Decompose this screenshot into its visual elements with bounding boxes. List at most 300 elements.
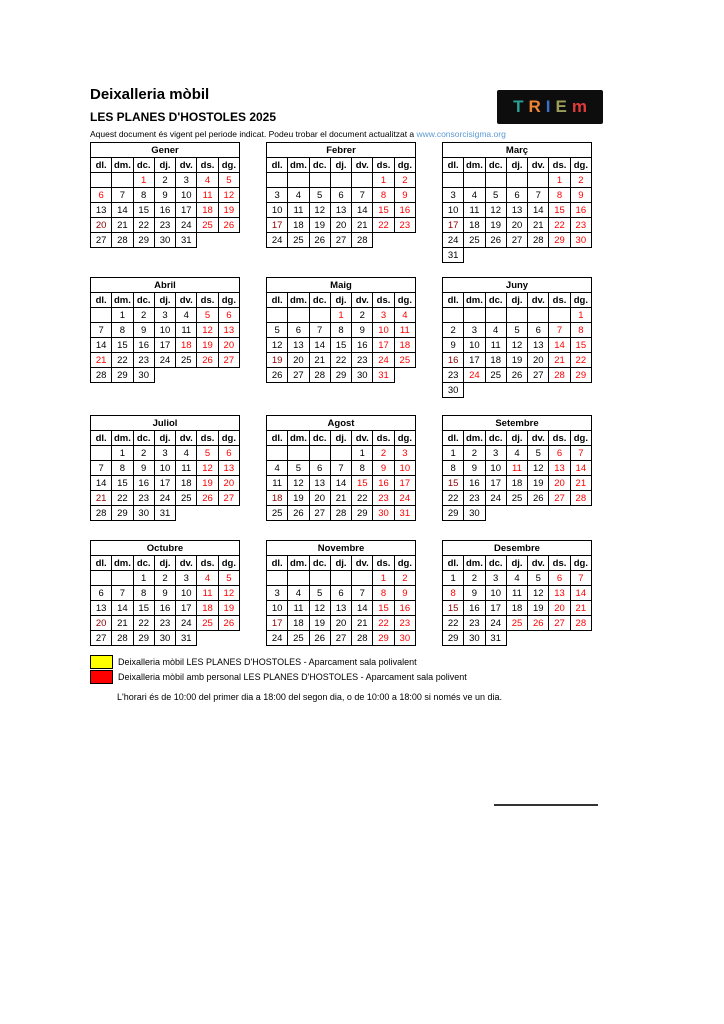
weekday-header: dl. — [267, 158, 288, 173]
day-cell: 27 — [330, 233, 351, 248]
day-cell: 1 — [133, 571, 154, 586]
month-desembre — [442, 540, 592, 646]
day-cell: 20 — [549, 601, 570, 616]
day-cell: 14 — [330, 476, 351, 491]
day-cell — [330, 571, 351, 586]
day-cell — [506, 308, 527, 323]
day-cell: 20 — [549, 476, 570, 491]
month-title: Agost — [267, 416, 416, 431]
day-cell: 16 — [133, 338, 154, 353]
day-cell: 8 — [443, 586, 464, 601]
day-cell: 15 — [352, 476, 373, 491]
weekday-header: dc. — [485, 158, 506, 173]
month-agost — [266, 415, 416, 521]
day-cell: 15 — [443, 601, 464, 616]
day-cell: 13 — [91, 601, 112, 616]
day-cell: 17 — [394, 476, 415, 491]
weekday-header: dl. — [443, 158, 464, 173]
day-cell: 10 — [267, 601, 288, 616]
weekday-header: dj. — [154, 293, 175, 308]
day-cell: 22 — [570, 353, 591, 368]
day-cell: 17 — [373, 338, 394, 353]
day-cell: 31 — [485, 631, 506, 646]
day-cell: 23 — [570, 218, 591, 233]
legend-item-red — [90, 669, 502, 684]
day-cell: 28 — [570, 616, 591, 631]
month-setembre — [442, 415, 592, 521]
day-cell: 21 — [570, 601, 591, 616]
day-cell: 8 — [352, 461, 373, 476]
day-cell: 4 — [464, 188, 485, 203]
day-cell: 19 — [309, 616, 330, 631]
day-cell: 16 — [394, 601, 415, 616]
month-title: Abril — [91, 278, 240, 293]
day-cell: 30 — [154, 631, 175, 646]
day-cell: 8 — [443, 461, 464, 476]
weekday-header: dj. — [154, 556, 175, 571]
day-cell: 28 — [330, 506, 351, 521]
day-cell: 15 — [443, 476, 464, 491]
day-cell: 13 — [218, 323, 239, 338]
day-cell: 5 — [197, 308, 218, 323]
day-cell: 9 — [464, 586, 485, 601]
day-cell: 6 — [549, 446, 570, 461]
day-cell: 24 — [464, 368, 485, 383]
day-cell: 8 — [549, 188, 570, 203]
day-cell: 10 — [373, 323, 394, 338]
day-cell: 22 — [373, 616, 394, 631]
day-cell: 20 — [330, 218, 351, 233]
day-cell: 3 — [443, 188, 464, 203]
day-cell: 14 — [91, 476, 112, 491]
weekday-header: dv. — [352, 556, 373, 571]
weekday-header: dj. — [154, 158, 175, 173]
day-cell: 8 — [112, 461, 133, 476]
legend-label: Deixalleria mòbil LES PLANES D'HOSTOLES - Aparcament sala polivalent — [118, 656, 417, 667]
day-cell: 1 — [112, 308, 133, 323]
day-cell: 9 — [154, 586, 175, 601]
day-cell: 19 — [197, 476, 218, 491]
day-cell: 13 — [309, 476, 330, 491]
month-title: Febrer — [267, 143, 416, 158]
day-cell: 5 — [528, 571, 549, 586]
day-cell: 3 — [373, 308, 394, 323]
weekday-header: dc. — [309, 293, 330, 308]
logo-letter-i: I — [545, 97, 556, 116]
day-cell: 23 — [154, 616, 175, 631]
day-cell: 25 — [197, 218, 218, 233]
day-cell: 8 — [330, 323, 351, 338]
day-cell: 31 — [176, 233, 197, 248]
weekday-header: dc. — [309, 556, 330, 571]
day-cell: 29 — [112, 368, 133, 383]
weekday-header: dl. — [443, 431, 464, 446]
day-cell: 19 — [218, 203, 239, 218]
day-cell: 31 — [154, 506, 175, 521]
day-cell: 14 — [570, 586, 591, 601]
day-cell: 12 — [197, 461, 218, 476]
day-cell — [267, 571, 288, 586]
month-title: Juliol — [91, 416, 240, 431]
weekday-header: dj. — [330, 556, 351, 571]
weekday-header: dv. — [176, 556, 197, 571]
weekday-header: ds. — [197, 293, 218, 308]
weekday-header: dl. — [91, 293, 112, 308]
legend-swatch — [90, 655, 113, 669]
day-cell: 26 — [218, 218, 239, 233]
day-cell: 23 — [373, 491, 394, 506]
day-cell: 28 — [309, 368, 330, 383]
day-cell: 27 — [218, 353, 239, 368]
day-cell: 25 — [197, 616, 218, 631]
weekday-header: dj. — [506, 431, 527, 446]
day-cell: 30 — [570, 233, 591, 248]
day-cell: 20 — [506, 218, 527, 233]
day-cell: 13 — [330, 601, 351, 616]
day-cell: 7 — [112, 188, 133, 203]
weekday-header: ds. — [373, 556, 394, 571]
day-cell: 2 — [394, 571, 415, 586]
weekday-header: dg. — [218, 431, 239, 446]
weekday-header: dc. — [133, 293, 154, 308]
weekday-header: dv. — [528, 158, 549, 173]
day-cell — [464, 308, 485, 323]
month-title: Setembre — [443, 416, 592, 431]
day-cell: 25 — [176, 353, 197, 368]
day-cell: 4 — [176, 446, 197, 461]
month-octubre — [90, 540, 240, 646]
day-cell: 27 — [528, 368, 549, 383]
day-cell: 4 — [506, 446, 527, 461]
day-cell: 28 — [91, 368, 112, 383]
day-cell: 16 — [352, 338, 373, 353]
day-cell: 11 — [288, 203, 309, 218]
day-cell: 30 — [133, 368, 154, 383]
day-cell — [267, 308, 288, 323]
day-cell — [330, 173, 351, 188]
weekday-header: dg. — [394, 293, 415, 308]
month-novembre — [266, 540, 416, 646]
day-cell: 14 — [528, 203, 549, 218]
day-cell: 2 — [394, 173, 415, 188]
day-cell: 8 — [373, 188, 394, 203]
day-cell: 22 — [112, 491, 133, 506]
day-cell — [288, 173, 309, 188]
logo-letter-t: T — [513, 97, 529, 116]
day-cell: 9 — [464, 461, 485, 476]
day-cell: 9 — [394, 586, 415, 601]
day-cell: 4 — [288, 188, 309, 203]
day-cell: 2 — [570, 173, 591, 188]
day-cell: 27 — [309, 506, 330, 521]
day-cell: 24 — [443, 233, 464, 248]
day-cell: 18 — [485, 353, 506, 368]
day-cell: 24 — [373, 353, 394, 368]
weekday-header: ds. — [549, 556, 570, 571]
day-cell: 25 — [176, 491, 197, 506]
day-cell: 11 — [464, 203, 485, 218]
day-cell: 5 — [218, 571, 239, 586]
day-cell: 1 — [443, 446, 464, 461]
month-febrer — [266, 142, 416, 248]
day-cell: 11 — [288, 601, 309, 616]
day-cell: 24 — [176, 218, 197, 233]
weekday-header: dg. — [394, 158, 415, 173]
day-cell: 10 — [176, 586, 197, 601]
day-cell — [352, 571, 373, 586]
weekday-header: ds. — [549, 431, 570, 446]
day-cell: 12 — [309, 203, 330, 218]
day-cell: 23 — [133, 353, 154, 368]
day-cell: 3 — [267, 188, 288, 203]
day-cell: 7 — [352, 188, 373, 203]
day-cell — [112, 173, 133, 188]
month-maig — [266, 277, 416, 383]
weekday-header: dm. — [288, 556, 309, 571]
weekday-header: dv. — [528, 293, 549, 308]
day-cell — [288, 308, 309, 323]
day-cell: 11 — [506, 461, 527, 476]
day-cell: 2 — [154, 571, 175, 586]
day-cell — [443, 173, 464, 188]
day-cell: 22 — [443, 616, 464, 631]
day-cell: 17 — [464, 353, 485, 368]
day-cell: 21 — [570, 476, 591, 491]
day-cell: 6 — [506, 188, 527, 203]
day-cell: 2 — [154, 173, 175, 188]
day-cell: 11 — [394, 323, 415, 338]
day-cell — [352, 173, 373, 188]
day-cell: 2 — [373, 446, 394, 461]
day-cell: 12 — [218, 586, 239, 601]
day-cell: 21 — [112, 218, 133, 233]
day-cell: 26 — [288, 506, 309, 521]
day-cell: 17 — [443, 218, 464, 233]
day-cell: 11 — [267, 476, 288, 491]
day-cell: 27 — [218, 491, 239, 506]
day-cell: 14 — [112, 203, 133, 218]
day-cell: 14 — [352, 601, 373, 616]
day-cell: 15 — [330, 338, 351, 353]
month-abril — [90, 277, 240, 383]
day-cell: 19 — [218, 601, 239, 616]
day-cell: 7 — [330, 461, 351, 476]
day-cell — [309, 308, 330, 323]
day-cell: 3 — [176, 571, 197, 586]
weekday-header: dc. — [485, 556, 506, 571]
day-cell: 21 — [352, 218, 373, 233]
day-cell: 14 — [112, 601, 133, 616]
weekday-header: dl. — [267, 293, 288, 308]
day-cell: 21 — [330, 491, 351, 506]
day-cell: 17 — [176, 601, 197, 616]
month-title: Novembre — [267, 541, 416, 556]
day-cell: 5 — [218, 173, 239, 188]
day-cell — [506, 173, 527, 188]
day-cell: 10 — [464, 338, 485, 353]
day-cell: 25 — [394, 353, 415, 368]
day-cell: 3 — [464, 323, 485, 338]
day-cell: 28 — [352, 233, 373, 248]
day-cell — [91, 571, 112, 586]
day-cell: 26 — [309, 233, 330, 248]
day-cell: 19 — [485, 218, 506, 233]
day-cell: 9 — [133, 323, 154, 338]
day-cell: 24 — [267, 631, 288, 646]
weekday-header: dm. — [464, 158, 485, 173]
weekday-header: dm. — [288, 158, 309, 173]
day-cell: 13 — [549, 586, 570, 601]
day-cell: 7 — [549, 323, 570, 338]
day-cell: 18 — [176, 476, 197, 491]
day-cell: 16 — [443, 353, 464, 368]
weekday-header: dg. — [394, 556, 415, 571]
day-cell: 16 — [373, 476, 394, 491]
logo-letter-e: E — [555, 97, 572, 116]
day-cell — [309, 173, 330, 188]
day-cell: 26 — [197, 491, 218, 506]
weekday-header: ds. — [197, 431, 218, 446]
day-cell: 7 — [570, 571, 591, 586]
day-cell: 6 — [549, 571, 570, 586]
day-cell — [485, 173, 506, 188]
weekday-header: dl. — [91, 556, 112, 571]
day-cell: 4 — [176, 308, 197, 323]
day-cell: 10 — [485, 586, 506, 601]
day-cell: 20 — [218, 476, 239, 491]
weekday-header: dj. — [330, 293, 351, 308]
day-cell: 24 — [485, 491, 506, 506]
day-cell: 3 — [154, 308, 175, 323]
day-cell: 11 — [176, 461, 197, 476]
day-cell: 18 — [197, 203, 218, 218]
weekday-header: dm. — [288, 293, 309, 308]
weekday-header: dv. — [176, 431, 197, 446]
day-cell: 4 — [485, 323, 506, 338]
day-cell: 4 — [197, 571, 218, 586]
day-cell: 17 — [154, 338, 175, 353]
day-cell: 26 — [197, 353, 218, 368]
month-gener — [90, 142, 240, 248]
day-cell: 16 — [133, 476, 154, 491]
day-cell: 17 — [154, 476, 175, 491]
day-cell: 26 — [506, 368, 527, 383]
weekday-header: dc. — [133, 556, 154, 571]
weekday-header: dv. — [176, 293, 197, 308]
day-cell: 23 — [133, 491, 154, 506]
day-cell: 2 — [133, 308, 154, 323]
day-cell: 13 — [506, 203, 527, 218]
day-cell — [267, 173, 288, 188]
weekday-header: dl. — [91, 158, 112, 173]
legend-note: L'horari és de 10:00 del primer dia a 18:00 del segon dia, o de 10:00 a 18:00 si només ve un dia. — [117, 692, 502, 702]
month-title: Desembre — [443, 541, 592, 556]
weekday-header: dl. — [267, 556, 288, 571]
day-cell: 10 — [267, 203, 288, 218]
weekday-header: dg. — [570, 556, 591, 571]
day-cell: 13 — [549, 461, 570, 476]
day-cell: 26 — [528, 616, 549, 631]
weekday-header: dj. — [506, 158, 527, 173]
day-cell: 29 — [570, 368, 591, 383]
day-cell: 22 — [330, 353, 351, 368]
day-cell: 3 — [394, 446, 415, 461]
day-cell: 28 — [352, 631, 373, 646]
day-cell: 3 — [154, 446, 175, 461]
day-cell: 31 — [443, 248, 464, 263]
day-cell: 1 — [352, 446, 373, 461]
day-cell: 1 — [570, 308, 591, 323]
day-cell: 5 — [267, 323, 288, 338]
day-cell: 24 — [154, 491, 175, 506]
day-cell: 23 — [352, 353, 373, 368]
weekday-header: dg. — [570, 431, 591, 446]
footer-rule — [494, 804, 598, 806]
page-subtitle: LES PLANES D'HOSTOLES 2025 — [90, 110, 277, 124]
day-cell: 20 — [288, 353, 309, 368]
weekday-header: dc. — [485, 293, 506, 308]
day-cell: 27 — [549, 616, 570, 631]
day-cell: 12 — [197, 323, 218, 338]
day-cell: 1 — [549, 173, 570, 188]
weekday-header: dc. — [309, 431, 330, 446]
weekday-header: dg. — [218, 556, 239, 571]
day-cell: 4 — [197, 173, 218, 188]
day-cell: 9 — [570, 188, 591, 203]
month-title: Maig — [267, 278, 416, 293]
weekday-header: dm. — [464, 293, 485, 308]
day-cell: 4 — [394, 308, 415, 323]
day-cell: 26 — [528, 491, 549, 506]
day-cell: 1 — [330, 308, 351, 323]
day-cell: 18 — [176, 338, 197, 353]
day-cell: 19 — [288, 491, 309, 506]
day-cell: 12 — [288, 476, 309, 491]
day-cell: 16 — [570, 203, 591, 218]
day-cell: 19 — [267, 353, 288, 368]
day-cell: 17 — [267, 218, 288, 233]
day-cell: 26 — [309, 631, 330, 646]
day-cell: 10 — [154, 323, 175, 338]
month-marc — [442, 142, 592, 263]
day-cell: 11 — [197, 188, 218, 203]
day-cell: 15 — [112, 338, 133, 353]
day-cell: 25 — [288, 233, 309, 248]
weekday-header: ds. — [197, 556, 218, 571]
day-cell: 21 — [112, 616, 133, 631]
day-cell: 22 — [133, 218, 154, 233]
day-cell — [309, 571, 330, 586]
day-cell: 16 — [154, 203, 175, 218]
day-cell: 4 — [288, 586, 309, 601]
consorcisigma-link[interactable]: www.consorcisigma.org — [416, 129, 506, 139]
day-cell: 30 — [373, 506, 394, 521]
day-cell: 24 — [176, 616, 197, 631]
day-cell: 26 — [267, 368, 288, 383]
day-cell: 11 — [485, 338, 506, 353]
day-cell: 12 — [528, 461, 549, 476]
weekday-header: dm. — [464, 431, 485, 446]
day-cell: 16 — [464, 476, 485, 491]
day-cell: 2 — [464, 571, 485, 586]
day-cell: 22 — [549, 218, 570, 233]
day-cell: 25 — [267, 506, 288, 521]
day-cell: 4 — [267, 461, 288, 476]
day-cell: 24 — [394, 491, 415, 506]
day-cell: 19 — [528, 601, 549, 616]
day-cell — [91, 308, 112, 323]
day-cell: 16 — [464, 601, 485, 616]
